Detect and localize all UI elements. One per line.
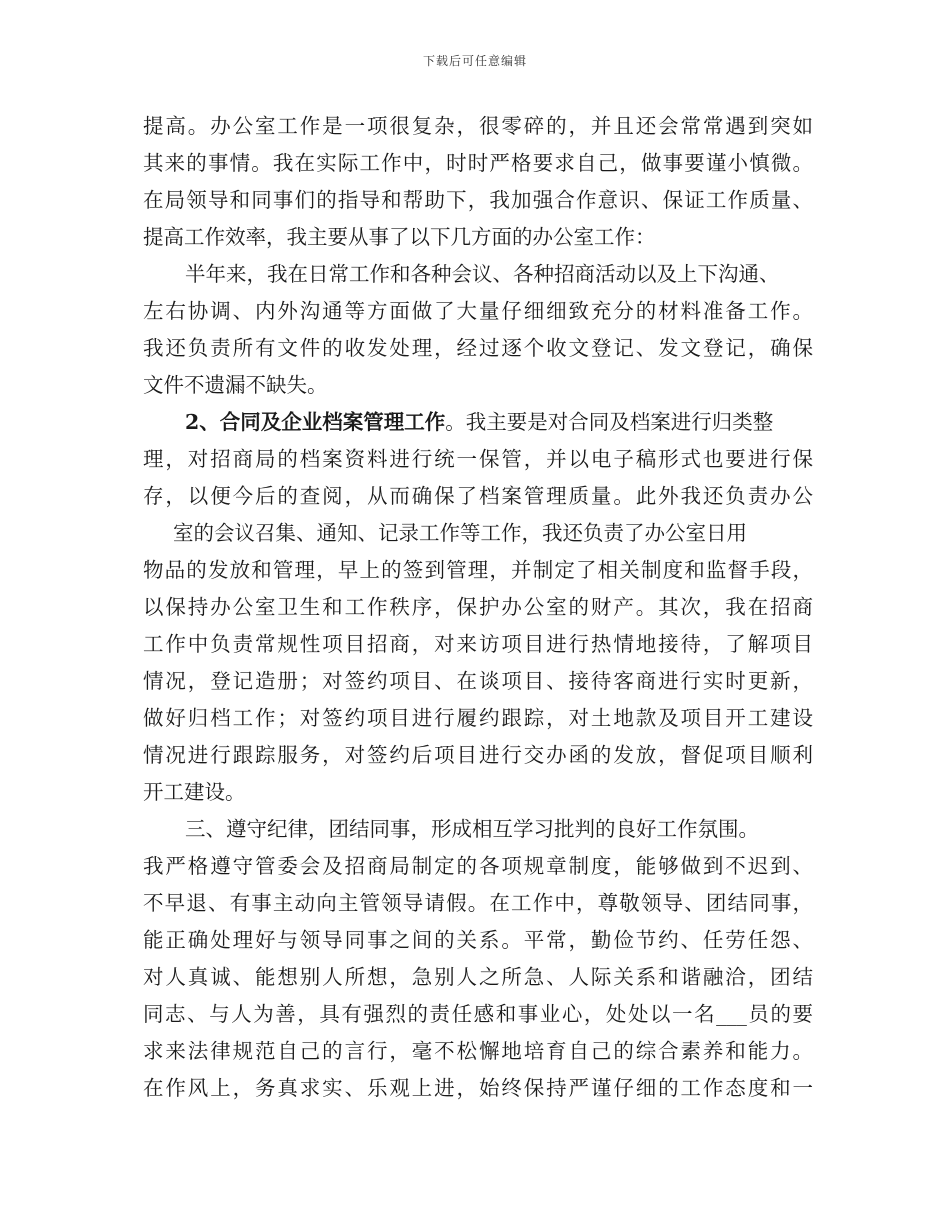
paragraph-5-line: 求来法律规范自己的言行，毫不松懈地培育自己的综合素养和能力。: [143, 1039, 813, 1063]
paragraph-4-line: 做好归档工作；对签约项目进行履约跟踪，对土地款及项目开工建设: [143, 706, 813, 730]
paragraph-5-line: 在作风上，务真求实、乐观上进，始终保持严谨仔细的工作态度和一: [143, 1076, 813, 1100]
paragraph-2-line: 半年来，我在日常工作和各种会议、各种招商活动以及上下沟通、: [185, 262, 780, 286]
paragraph-3-line: 存，以便今后的查阅，从而确保了档案管理质量。此外我还负责办公: [143, 484, 813, 508]
paragraph-4-line: 情况，登记造册；对签约项目、在谈项目、接待客商进行实时更新，: [143, 669, 813, 693]
page-header: 下载后可任意编辑: [422, 54, 527, 68]
paragraph-4-line: 以保持办公室卫生和工作秩序，保护办公室的财产。其次，我在招商: [143, 595, 813, 619]
paragraph-5-line: 对人真诚、能想别人所想，急别人之所急、人际关系和谐融洽，团结: [143, 965, 813, 989]
paragraph-4-line: 物品的发放和管理，早上的签到管理，并制定了相关制度和监督手段，: [143, 558, 813, 582]
paragraph-5-line: 同志、与人为善，具有强烈的责任感和事业心，处处以一名___员的要: [143, 1002, 813, 1026]
paragraph-1-line: 其来的事情。我在实际工作中，时时严格要求自己，做事要谨小慎微。: [143, 151, 813, 175]
paragraph-5-line: 不早退、有事主动向主管领导请假。在工作中，尊敬领导、团结同事，: [143, 891, 813, 915]
paragraph-2-line: 左右协调、内外沟通等方面做了大量仔细细致充分的材料准备工作。: [143, 299, 813, 323]
paragraph-1-line: 提高。办公室工作是一项很复杂，很零碎的，并且还会常常遇到突如: [143, 114, 813, 138]
paragraph-3-line: 理，对招商局的档案资料进行统一保管，并以电子稿形式也要进行保: [143, 447, 813, 471]
paragraph-1-line: 在局领导和同事们的指导和帮助下，我加强合作意识、保证工作质量、: [143, 188, 813, 212]
paragraph-5-line: 我严格遵守管委会及招商局制定的各项规章制度，能够做到不迟到、: [143, 854, 813, 878]
paragraph-4-line: 室的会议召集、通知、记录工作等工作，我还负责了办公室日用: [173, 521, 747, 545]
paragraph-2-line: 文件不遗漏不缺失。: [143, 373, 328, 397]
paragraph-4-line: 工作中负责常规性项目招商，对来访项目进行热情地接待，了解项目: [143, 632, 813, 656]
paragraph-2-line: 我还负责所有文件的收发处理，经过逐个收文登记、发文登记，确保: [143, 336, 813, 360]
paragraph-5-line: 能正确处理好与领导同事之间的关系。平常，勤俭节约、任劳任怨、: [143, 928, 813, 952]
paragraph-5-line: 三、遵守纪律，团结同事，形成相互学习批判的良好工作氛围。: [185, 817, 759, 841]
paragraph-4-line: 开工建设。: [143, 780, 246, 804]
section-heading: 2、合同及企业档案管理工作: [185, 410, 446, 434]
paragraph-3-text: 。我主要是对合同及档案进行归类整: [445, 410, 774, 434]
paragraph-3-first-line: [143, 404, 813, 441]
paragraph-1-line: 提高工作效率，我主要从事了以下几方面的办公室工作：: [143, 225, 656, 249]
paragraph-4-line: 情况进行跟踪服务，对签约后项目进行交办函的发放，督促项目顺利: [143, 743, 813, 767]
document-body: [143, 108, 813, 1107]
